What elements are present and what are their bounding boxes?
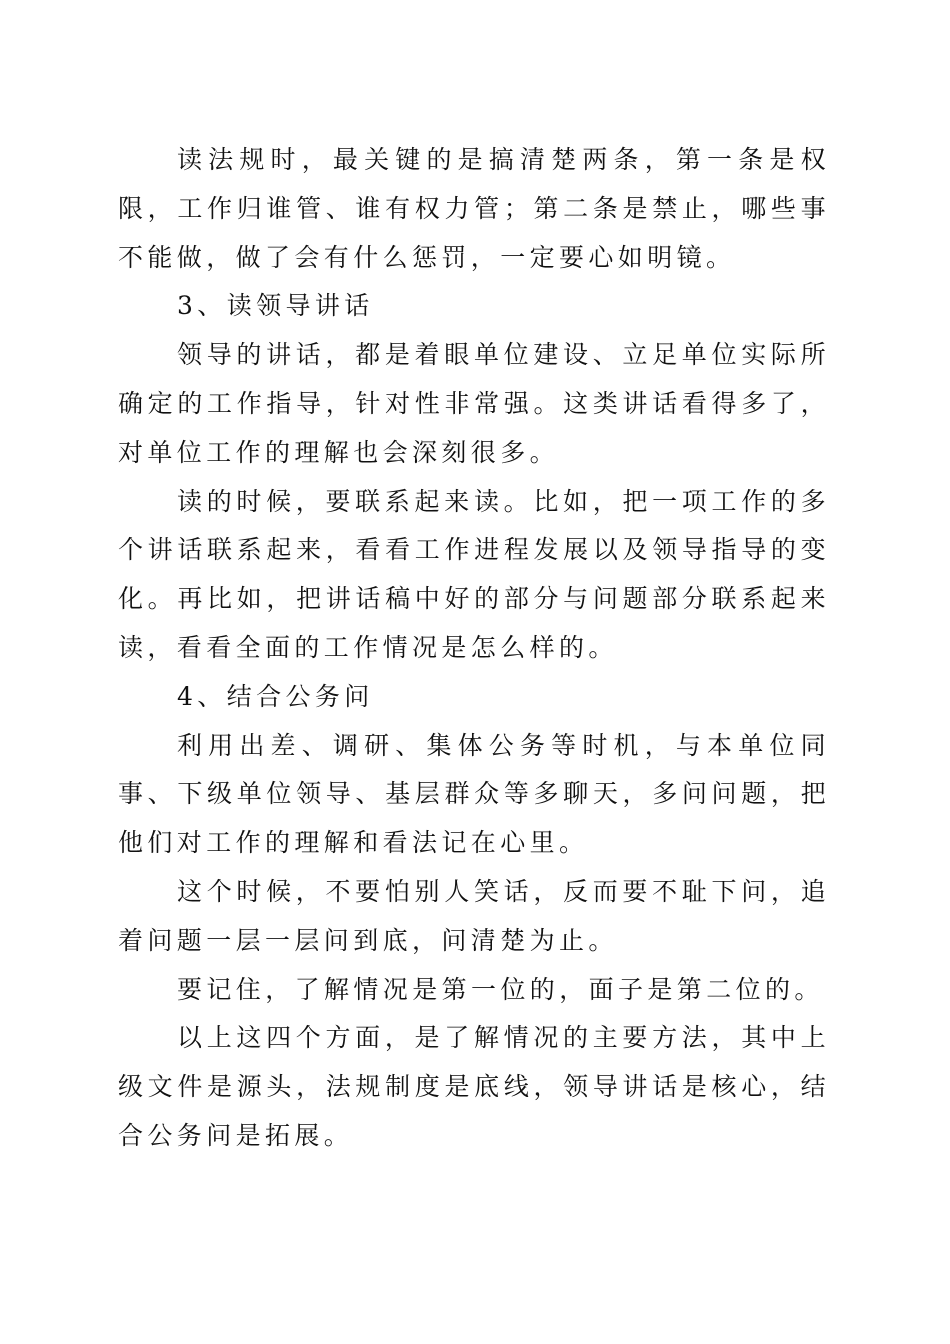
paragraph-leader-speeches: 领导的讲话，都是着眼单位建设、立足单位实际所确定的工作指导，针对性非常强。这类讲话看得多了，对单位工作的理解也会深刻很多。	[118, 340, 830, 467]
document-body	[118, 136, 830, 1161]
paragraph-use-business-trips: 利用出差、调研、集体公务等时机，与本单位同事、下级单位领导、基层群众等多聊天，多问问题，把他们对工作的理解和看法记在心里。	[118, 730, 830, 858]
heading-ask-during-duties: 4、结合公务问	[177, 681, 374, 711]
paragraph-read-in-connection: 读的时候，要联系起来读。比如，把一项工作的多个讲话联系起来，看看工作进程发展以及领导指导的变化。再比如，把讲话稿中好的部分与问题部分联系起来读，看看全面的工作情况是怎么样的。	[118, 486, 830, 662]
paragraph-summary: 以上这四个方面，是了解情况的主要方法，其中上级文件是源头，法规制度是底线，领导讲话是核心，结合公务问是拓展。	[118, 1023, 830, 1150]
paragraph-regulations-focus: 读法规时，最关键的是搞清楚两条，第一条是权限，工作归谁管、谁有权力管；第二条是禁止，哪些事不能做，做了会有什么惩罚，一定要心如明镜。	[118, 145, 830, 272]
paragraph-remember-priority: 要记住，了解情况是第一位的，面子是第二位的。	[177, 974, 824, 1004]
heading-read-leader-speeches: 3、读领导讲话	[177, 291, 374, 321]
paragraph-do-not-fear-ridicule: 这个时候，不要怕别人笑话，反而要不耻下问，追着问题一层一层问到底，问清楚为止。	[118, 876, 830, 955]
